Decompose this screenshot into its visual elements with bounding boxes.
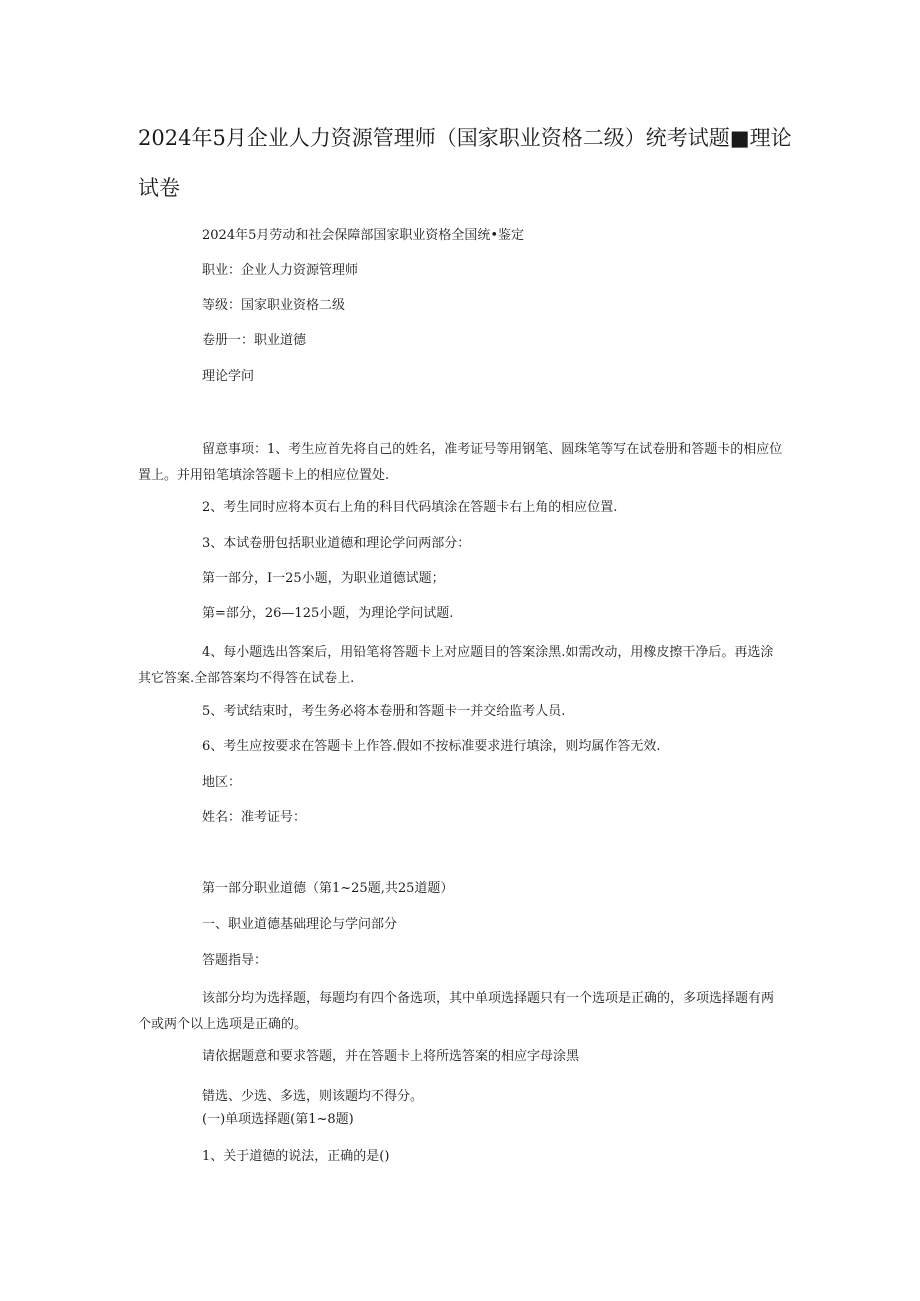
region-field: 地区：: [202, 775, 242, 790]
answer-instruction: 请依据题意和要求答题，并在答题卡上将所选答案的相应字母涂黑: [202, 1049, 580, 1064]
notice-item-5: 5、考试结束时，考生务必将本卷册和答题卡一并交给监考人员.: [202, 704, 566, 719]
volume-line: 卷册一：职业道德: [202, 333, 307, 348]
theory-line: 理论学问: [202, 369, 255, 384]
notice-item-2: 2、考生同时应将本页右上角的科目代码填涂在答题卡右上角的相应位置.: [202, 500, 618, 515]
document-title-line2: 试卷: [138, 176, 180, 200]
notice-item-4: 4、每小题选出答案后，用铅笔将答题卡上对应题目的答案涂黑.如需改动，用橡皮擦干净后。再选涂其它答案.全部答案均不得答在试卷上.: [138, 645, 774, 686]
notice-item-3: 3、本试卷册包括职业道德和理论学问两部分：: [202, 536, 471, 551]
notice-part-2: 第=部分，26—125小题，为理论学问试题.: [202, 606, 454, 621]
level-line: 等级：国家职业资格二级: [202, 298, 346, 313]
notice-item-6: 6、考生应按要求在答题卡上作答.假如不按标准要求进行填涂，则均属作答无效.: [202, 739, 661, 754]
notice-item-1: 留意事项：1、考生应首先将自己的姓名，准考证号等用钢笔、圆珠笔等写在试卷册和答题卡的相应位置上。并用铅笔填涂答题卡上的相应位置处.: [138, 442, 783, 483]
guide-text: 该部分均为选择题，每题均有四个备选项，其中单项选择题只有一个选项是正确的，多项选择题有两个或两个以上选项是正确的。: [138, 991, 775, 1032]
part-title: 第一部分职业道德（第1~25题,共25道题）: [202, 881, 454, 896]
exam-header: 2024年5月劳动和社会保障部国家职业资格全国统•鉴定: [202, 228, 525, 243]
document-title-line1: 2024年5月企业人力资源管理师（国家职业资格二级）统考试题■理论: [138, 126, 792, 150]
scoring-rule: 错选、少选、多选，则该题均不得分。: [202, 1089, 424, 1104]
question-1: 1、关于道德的说法，正确的是(): [202, 1149, 390, 1164]
name-id-field: 姓名：准考证号：: [202, 810, 307, 825]
single-choice-heading: (一)单项选择题(第1~8题): [202, 1112, 354, 1127]
notice-part-1: 第一部分，I一25小题，为职业道德试题；: [202, 571, 445, 586]
section-subtitle: 一、职业道德基础理论与学问部分: [202, 917, 398, 932]
guide-label: 答题指导：: [202, 953, 268, 968]
profession-line: 职业：企业人力资源管理师: [202, 263, 359, 278]
